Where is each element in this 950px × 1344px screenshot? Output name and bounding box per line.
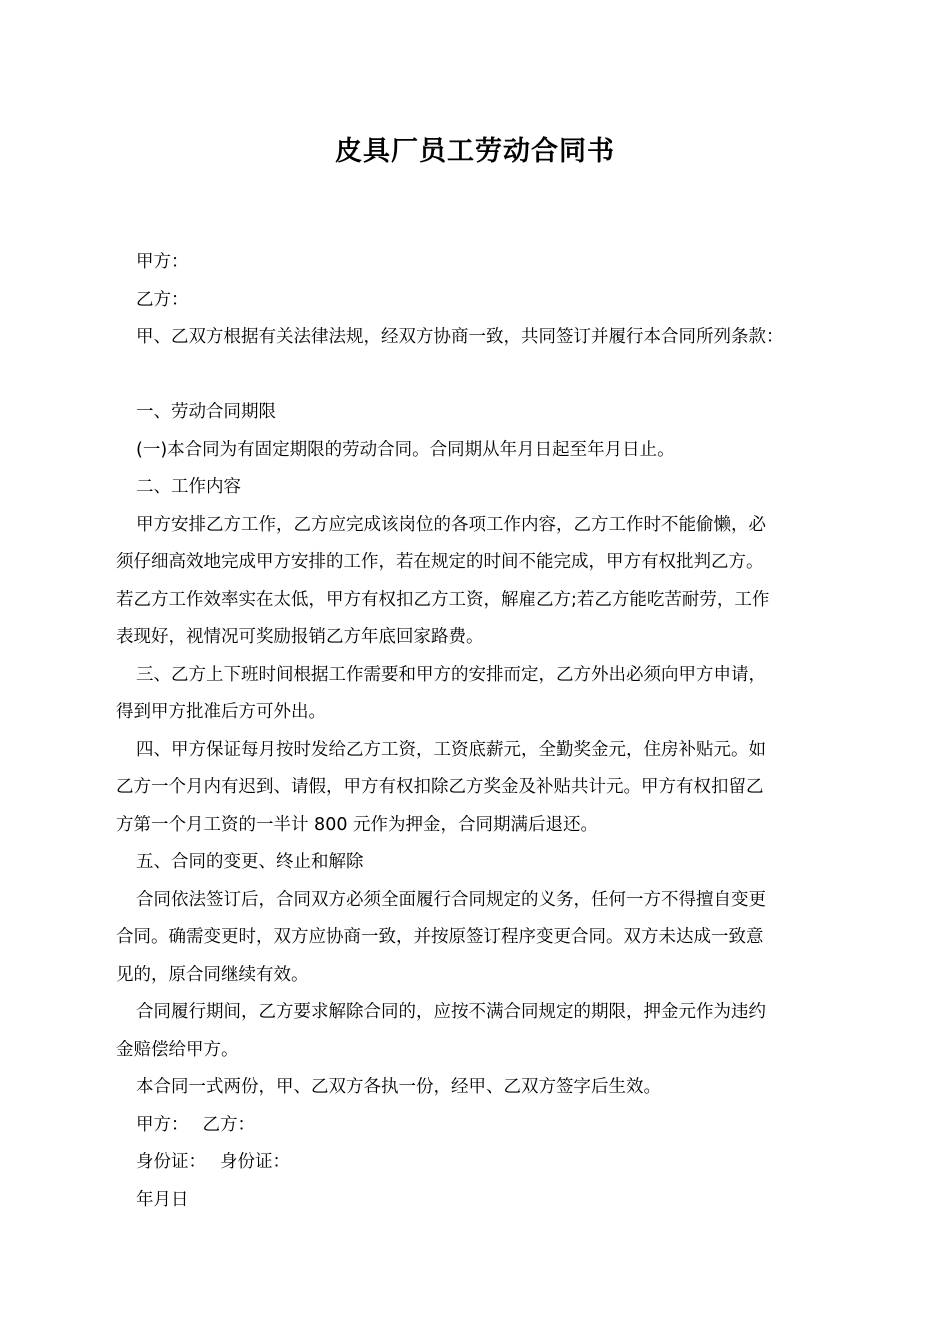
date-line: 年月日	[136, 1189, 189, 1210]
document-title: 皮具厂员工劳动合同书	[335, 136, 615, 167]
section5-paragraph2-line: 合同履行期间，乙方要求解除合同的，应按不满合同规定的期限，押金元作为违约	[136, 1002, 766, 1022]
section2-line: 若乙方工作效率实在太低，甲方有权扣乙方工资，解雇乙方;若乙方能吃苦耐劳，工作	[116, 589, 770, 610]
section3-line: 三、乙方上下班时间根据工作需要和甲方的安排而定，乙方外出必须向甲方申请，	[136, 664, 766, 685]
section5-paragraph1-line: 合同依法签订后，合同双方必须全面履行合同规定的义务，任何一方不得擅自变更	[136, 889, 766, 910]
section5-paragraph2-line: 金赔偿给甲方。	[116, 1039, 239, 1060]
id-party-a-label: 身份证：	[136, 1152, 206, 1172]
section3-line: 得到甲方批准后方可外出。	[116, 702, 326, 722]
signature-line	[116, 1107, 846, 1145]
section2-line: 表现好，视情况可奖励报销乙方年底回家路费。	[116, 627, 484, 647]
party-a-line: 甲方：	[136, 252, 189, 272]
preamble: 甲、乙双方根据有关法律法规，经双方协商一致，共同签订并履行本合同所列条款：	[136, 327, 784, 347]
party-b-line: 乙方：	[136, 289, 189, 310]
section2-heading: 二、工作内容	[136, 477, 241, 497]
id-party-b-label: 身份证：	[220, 1152, 290, 1172]
section1-heading: 一、劳动合同期限	[136, 402, 276, 422]
section1-item1: (一)本合同为有固定期限的劳动合同。合同期从年月日起至年月日止。	[136, 439, 675, 460]
section4-line: 乙方一个月内有迟到、请假，甲方有权扣除乙方奖金及补贴共计元。甲方有权扣留乙	[116, 777, 764, 797]
section5-heading: 五、合同的变更、终止和解除	[136, 852, 364, 872]
section5-paragraph1-line: 见的，原合同继续有效。	[116, 964, 309, 985]
closing-statement: 本合同一式两份，甲、乙双方各执一份，经甲、乙双方签字后生效。	[136, 1077, 661, 1097]
section2-line: 须仔细高效地完成甲方安排的工作，若在规定的时间不能完成，甲方有权批判乙方。	[116, 552, 764, 572]
section4-line: 方第一个月工资的一半计 800 元作为押金，合同期满后退还。	[116, 814, 599, 835]
id-line	[116, 1144, 846, 1182]
blank-line	[116, 357, 846, 395]
section2-line: 甲方安排乙方工作，乙方应完成该岗位的各项工作内容，乙方工作时不能偷懒，必	[136, 514, 766, 535]
section5-paragraph1-line: 合同。确需变更时，双方应协商一致，并按原签订程序变更合同。双方未达成一致意	[116, 927, 764, 947]
signature-party-b-label: 乙方：	[202, 1114, 255, 1135]
document-body	[116, 244, 846, 1219]
section4-line: 四、甲方保证每月按时发给乙方工资，工资底薪元，全勤奖金元，住房补贴元。如	[136, 739, 766, 760]
signature-party-a-label: 甲方：	[136, 1114, 189, 1135]
